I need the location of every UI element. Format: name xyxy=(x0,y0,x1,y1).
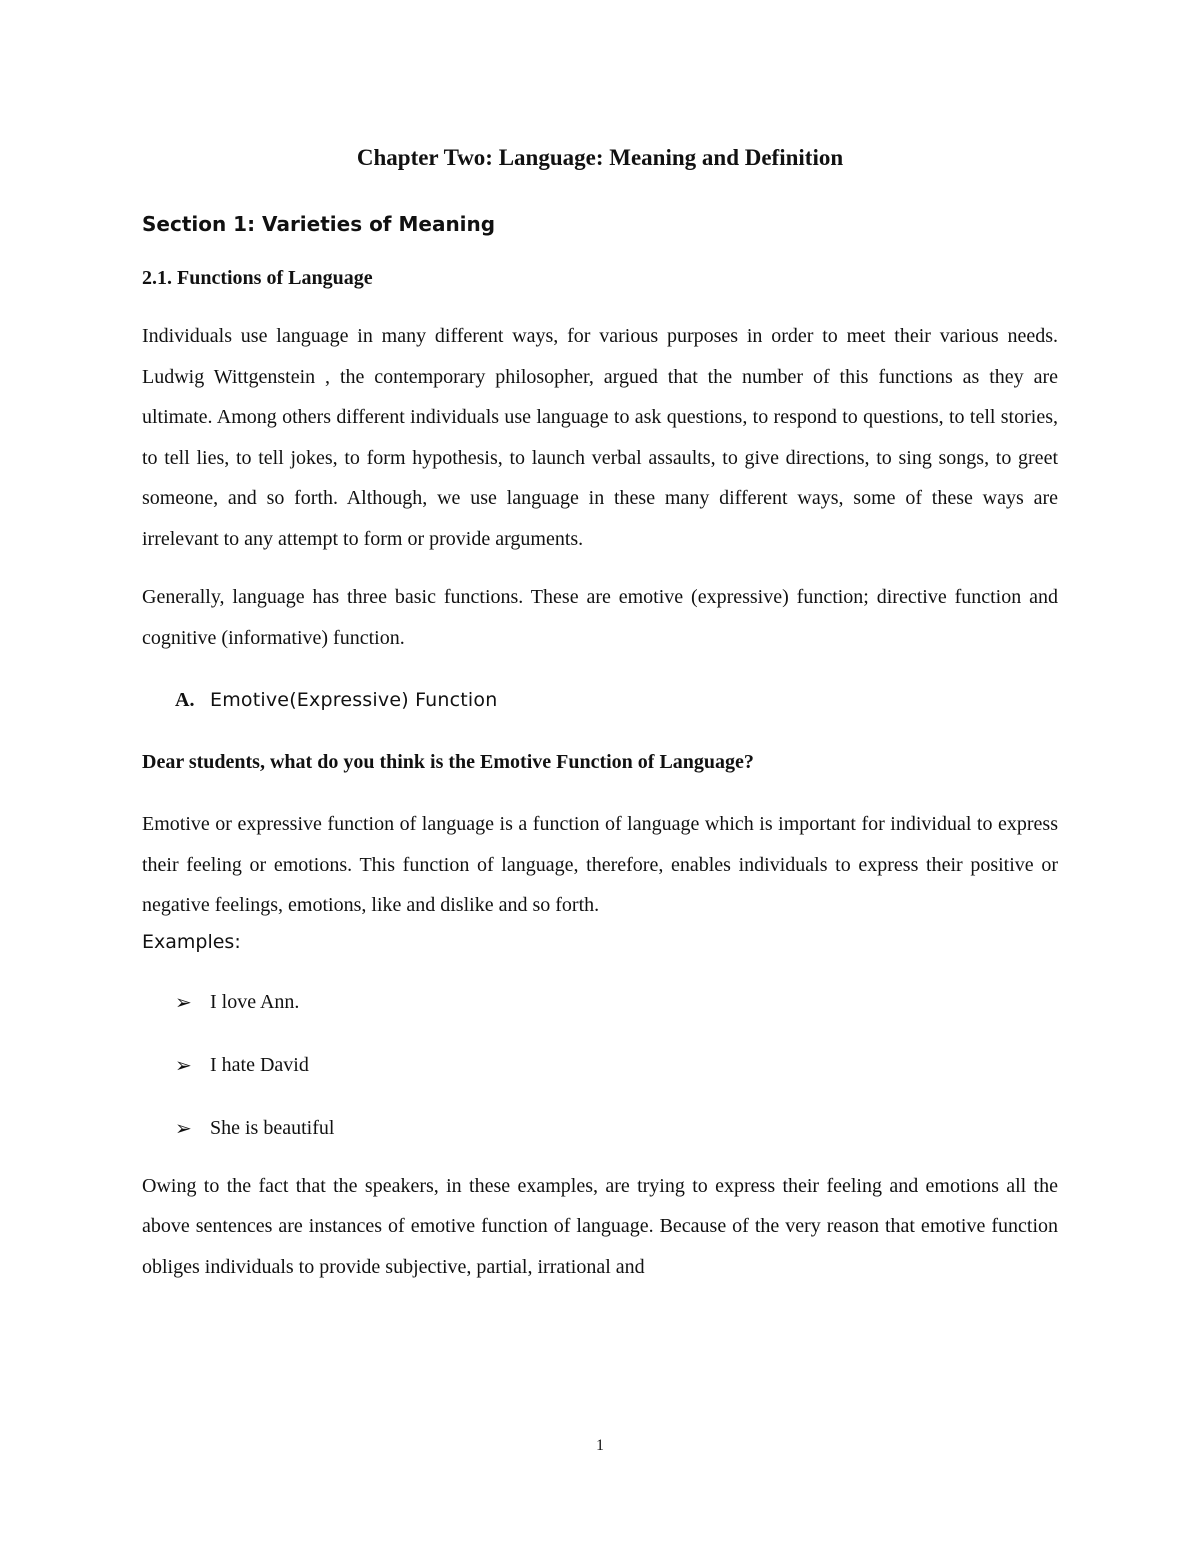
heading-label: Emotive(Expressive) Function xyxy=(210,689,498,711)
chapter-title: Chapter Two: Language: Meaning and Definition xyxy=(356,145,844,170)
page-number: 1 xyxy=(596,1437,604,1454)
intro-paragraph: Individuals use language in many different ways, for various purposes in order to meet their various needs. Ludwig Wittgenstein , the contemporary philosopher, argued that the number of this functions as they are ultimate. Among others different individuals use language to ask questions, to respond to questions, to tell stories, to tell lies, to tell jokes, to form hypothesis, to launch verbal assaults, to give directions, to sing songs, to greet someone, and so forth. Although, we use language in these many different ways, some of these ways are irrelevant to any attempt to form or provide arguments. xyxy=(142,325,1058,550)
page-content xyxy=(142,138,1058,1287)
example-text: I hate David xyxy=(210,1053,309,1076)
example-item xyxy=(175,986,1058,1018)
arrow-bullet-icon: ➢ xyxy=(175,1115,192,1140)
basic-functions-paragraph: Generally, language has three basic functions. These are emotive (expressive) function; directive function and cognitive (informative) function. xyxy=(142,586,1058,649)
example-list xyxy=(142,986,1058,1144)
student-question: Dear students, what do you think is the Emotive Function of Language? xyxy=(142,751,754,773)
closing-paragraph: Owing to the fact that the speakers, in these examples, are trying to express their feeling and emotions all the above sentences are instances of emotive function of language. Because of the very reason that emotive function obliges individuals to provide subjective, partial, irrational and xyxy=(142,1174,1058,1278)
example-item xyxy=(175,1112,1058,1144)
examples-label: Examples: xyxy=(142,930,241,953)
subsection-title: 2.1. Functions of Language xyxy=(142,267,373,289)
section-title: Section 1: Varieties of Meaning xyxy=(142,212,496,236)
heading-letter: A. xyxy=(175,689,195,711)
arrow-bullet-icon: ➢ xyxy=(175,1052,192,1077)
arrow-bullet-icon: ➢ xyxy=(175,989,192,1014)
emotive-function-heading xyxy=(175,684,1058,716)
example-text: She is beautiful xyxy=(210,1116,335,1139)
example-text: I love Ann. xyxy=(210,990,300,1013)
emotive-paragraph: Emotive or expressive function of language is a function of language which is important for individual to express their feeling or emotions. This function of language, therefore, enables individuals to express their positive or negative feelings, emotions, like and dislike and so forth. xyxy=(142,813,1058,916)
example-item xyxy=(175,1049,1058,1081)
